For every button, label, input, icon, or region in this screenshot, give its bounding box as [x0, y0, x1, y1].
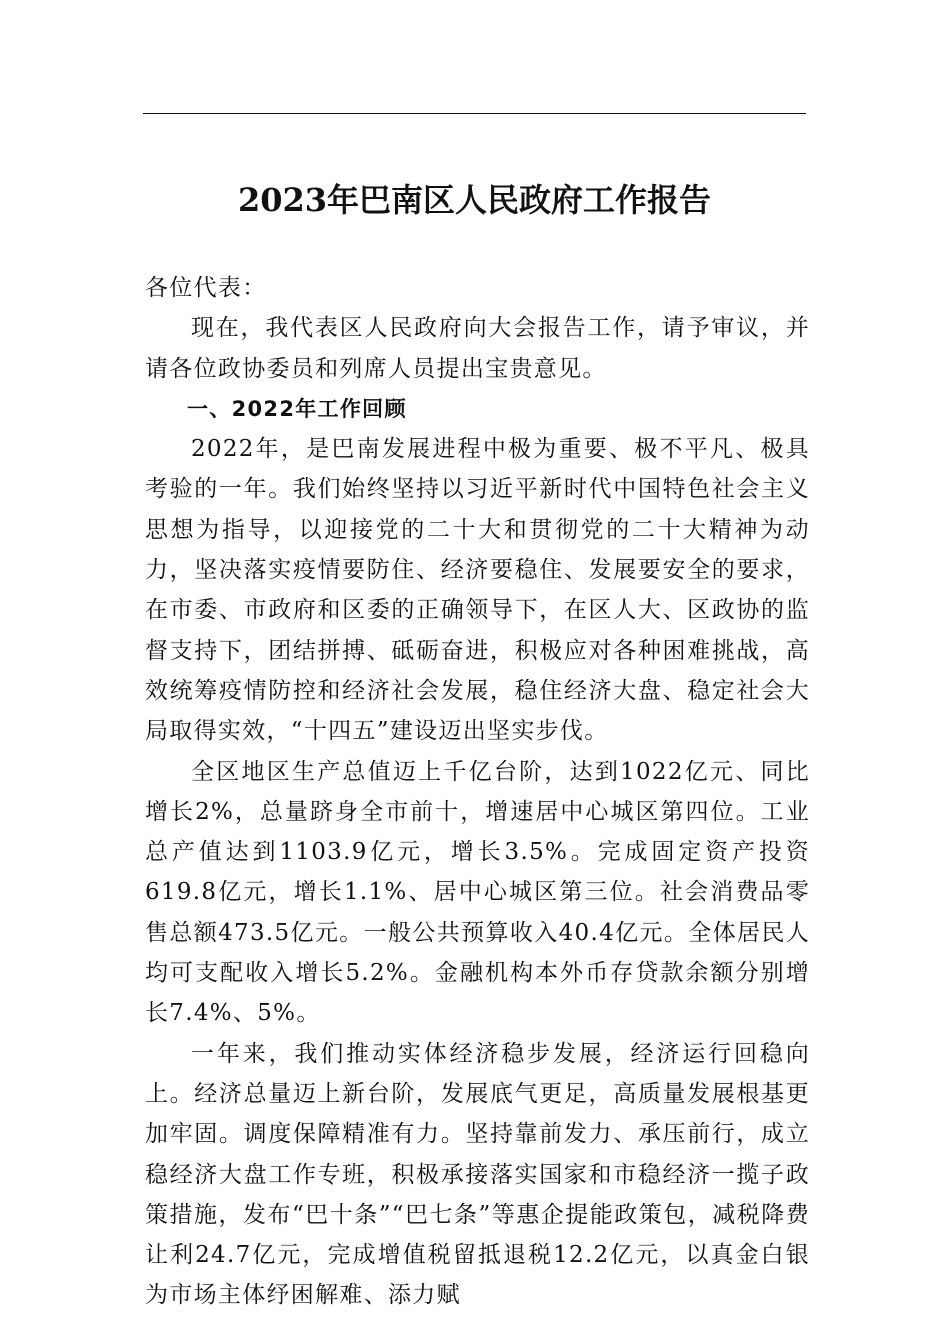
salutation: 各位代表：	[145, 275, 267, 301]
section-heading: 一、2022年工作回顾	[187, 396, 407, 421]
document-body	[145, 268, 810, 1316]
document-title: 2023年巴南区人民政府工作报告	[237, 181, 712, 219]
paragraph-indicators: 全区地区生产总值迈上千亿台阶，达到1022亿元、同比增长2%，总量跻身全市前十，增速居中心城区第四位。工业总产值达到1103.9亿元，增长3.5%。完成固定资产投资619.8亿元，增长1.1%、居中心城区第三位。社会消费品零售总额473.5亿元。一般公共预算收入40.4亿元。全体居民人均可支配收入增长5.2%。金融机构本外币存贷款余额分别增长7.4%、5%。	[145, 758, 810, 1027]
intro-paragraph: 现在，我代表区人民政府向大会报告工作，请予审议，并请各位政协委员和列席人员提出宝贵意见。	[145, 315, 810, 382]
paragraph-overview: 2022年，是巴南发展进程中极为重要、极不平凡、极具考验的一年。我们始终坚持以习近平新时代中国特色社会主义思想为指导，以迎接党的二十大和贯彻党的二十大精神为动力，坚决落实疫情要防住、经济要稳住、发展要安全的要求，在市委、市政府和区委的正确领导下，在区人大、区政协的监督支持下，团结拼搏、砥砺奋进，积极应对各种困难挑战，高效统筹疫情防控和经济社会发展，稳住经济大盘、稳定社会大局取得实效，“十四五”建设迈出坚实步伐。	[145, 436, 810, 745]
paragraph-economy: 一年来，我们推动实体经济稳步发展，经济运行回稳向上。经济总量迈上新台阶，发展底气更足，高质量发展根基更加牢固。调度保障精准有力。坚持靠前发力、承压前行，成立稳经济大盘工作专班，积极承接落实国家和市稳经济一揽子政策措施，发布“巴十条”“巴七条”等惠企提能政策包，减税降费让利24.7亿元，完成增值税留抵退税12.2亿元，以真金白银为市场主体纾困解难、添力赋	[145, 1040, 810, 1309]
header-rule	[143, 113, 806, 114]
